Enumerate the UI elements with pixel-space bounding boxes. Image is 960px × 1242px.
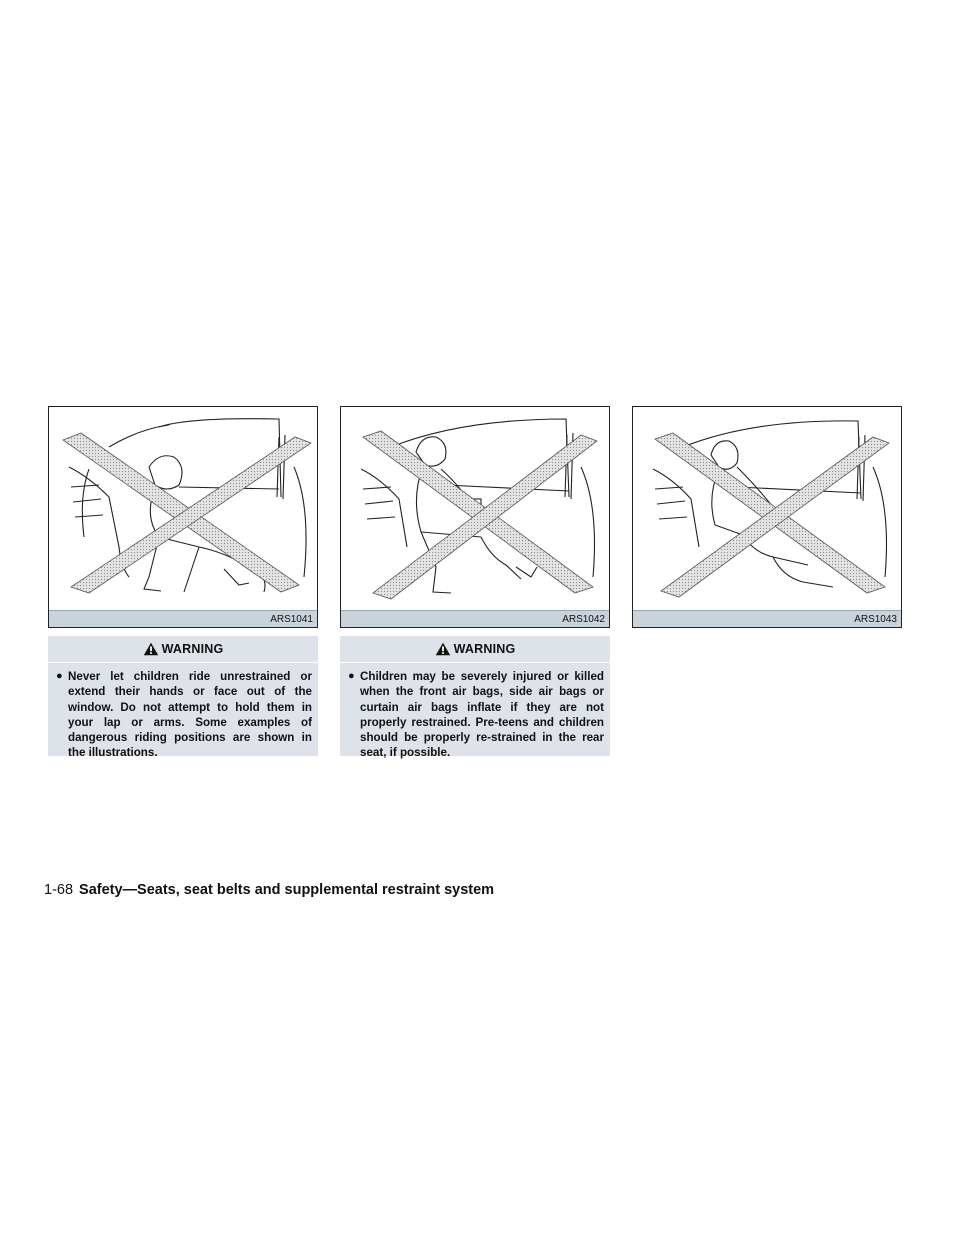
unsafe-riding-illustration-2: [341, 407, 609, 611]
illustration-child-kneeling-on-seat: [632, 406, 902, 628]
warning-heading: [48, 636, 318, 663]
illustration-child-leaning-on-dashboard: [48, 406, 318, 628]
figure-caption-bar: [341, 610, 609, 627]
warning-triangle-icon: [143, 642, 159, 656]
page-number: 1-68: [44, 882, 74, 898]
warning-text: Never let children ride unrestrained or extend their hands or face out of the window. Do not attempt to hold them in your lap or arms. Some examples of dangerous riding positions are shown in the illustrations.: [68, 670, 312, 760]
figure-code: ARS1043: [854, 614, 897, 625]
warning-triangle-icon: [435, 642, 451, 656]
unsafe-riding-illustration-3: [633, 407, 901, 611]
figure-caption-bar: [633, 610, 901, 627]
warning-heading-text: WARNING: [453, 642, 516, 656]
warning-heading: [340, 636, 610, 663]
warning-item: [340, 663, 610, 761]
figure-code: ARS1041: [270, 614, 313, 625]
bullet-icon: ●: [348, 670, 355, 682]
bullet-icon: ●: [56, 670, 63, 682]
section-title: Safety—Seats, seat belts and supplemental restraint system: [79, 882, 495, 898]
warning-item: [48, 663, 318, 761]
unsafe-riding-illustration-1: [49, 407, 317, 611]
page-footer: [44, 882, 494, 898]
illustration-child-standing-on-seat: [340, 406, 610, 628]
figure-caption-bar: [49, 610, 317, 627]
warning-box-unrestrained-children: [48, 636, 318, 760]
figure-code: ARS1042: [562, 614, 605, 625]
warning-text: Children may be severely injured or killed when the front air bags, side air bags or curtain air bags inflate if they are not properly restrained. Pre-teens and children should be properly re-strained in the rear seat, if possible.: [360, 670, 604, 760]
warning-heading-text: WARNING: [161, 642, 224, 656]
warning-box-air-bag-inflation: [340, 636, 610, 760]
